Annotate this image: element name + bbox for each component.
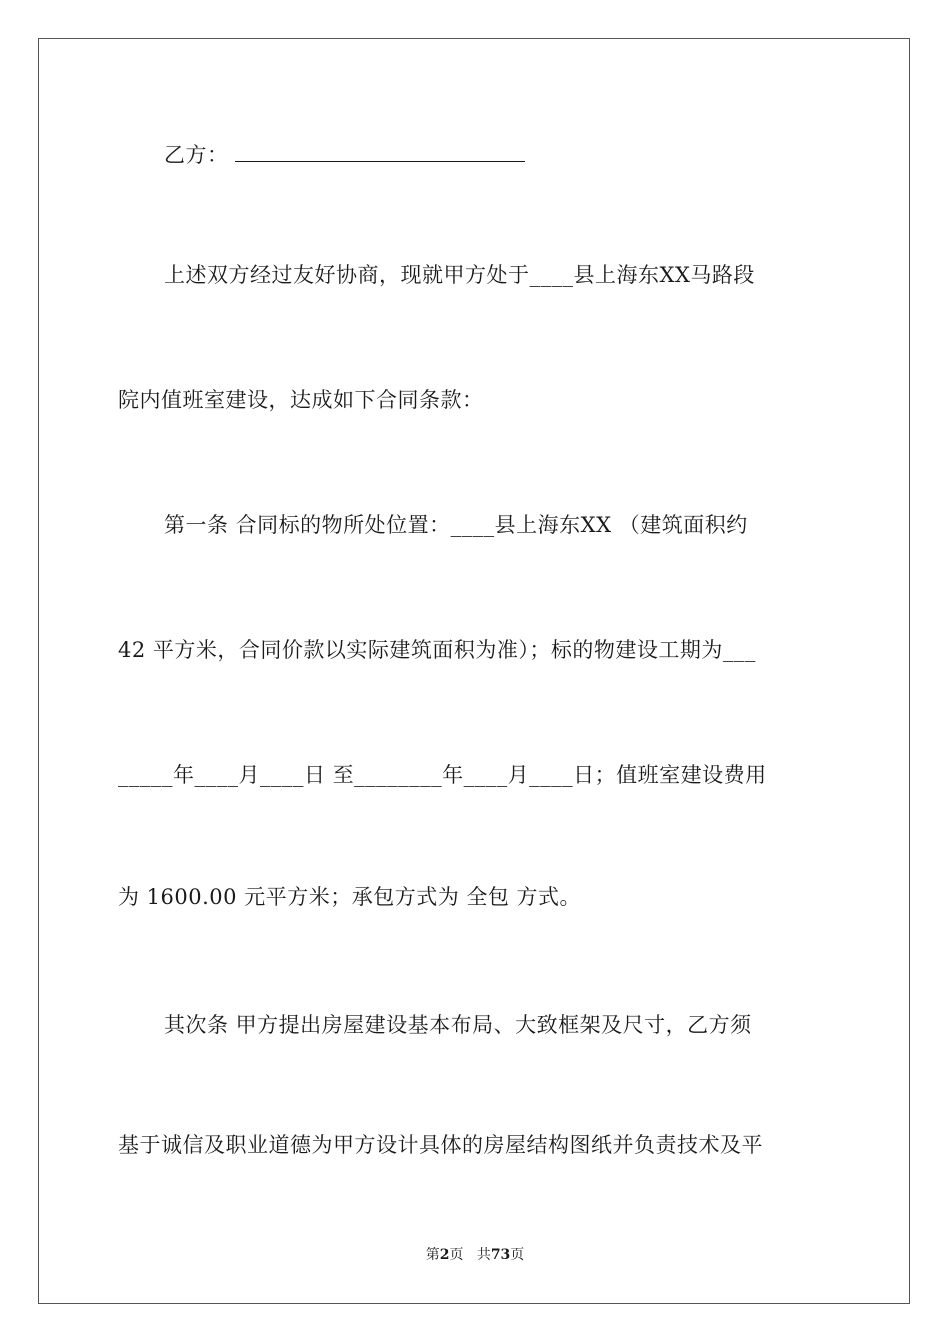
paragraph-line-7: 其次条 甲方提出房屋建设基本布局、大致框架及尺寸，乙方须 (164, 1013, 752, 1037)
paragraph-line-1: 上述双方经过友好协商，现就甲方处于____县上海东XX马路段 (164, 263, 755, 287)
page-footer (0, 1245, 950, 1265)
footer-page-prefix: 第 (425, 1247, 440, 1263)
paragraph-line-4: 42 平方米，合同价款以实际建筑面积为准）；标的物建设工期为___ (118, 638, 756, 662)
paragraph-line-8: 基于诚信及职业道德为甲方设计具体的房屋结构图纸并负责技术及平 (118, 1133, 763, 1157)
party-b-blank (235, 141, 525, 162)
footer-total-pages: 73 (490, 1247, 511, 1263)
paragraph-line-2: 院内值班室建设，达成如下合同条款： (118, 388, 484, 412)
footer-total-suffix: 页 (510, 1247, 525, 1263)
footer-page-number: 2 (439, 1247, 450, 1263)
paragraph-line-6: 为 1600.00 元平方米；承包方式为 全包 方式。 (118, 885, 582, 909)
party-b-line (164, 140, 838, 170)
paragraph-line-3: 第一条 合同标的物所处位置：____县上海东XX （建筑面积约 (164, 513, 748, 537)
party-b-label: 乙方： (164, 143, 229, 167)
footer-total-prefix: 共 (476, 1247, 491, 1263)
page-border (38, 38, 910, 1304)
paragraph-line-5: _____年____月____日 至________年____月____日；值班室建设费用 (118, 763, 767, 787)
footer-page-suffix: 页 (449, 1247, 464, 1263)
